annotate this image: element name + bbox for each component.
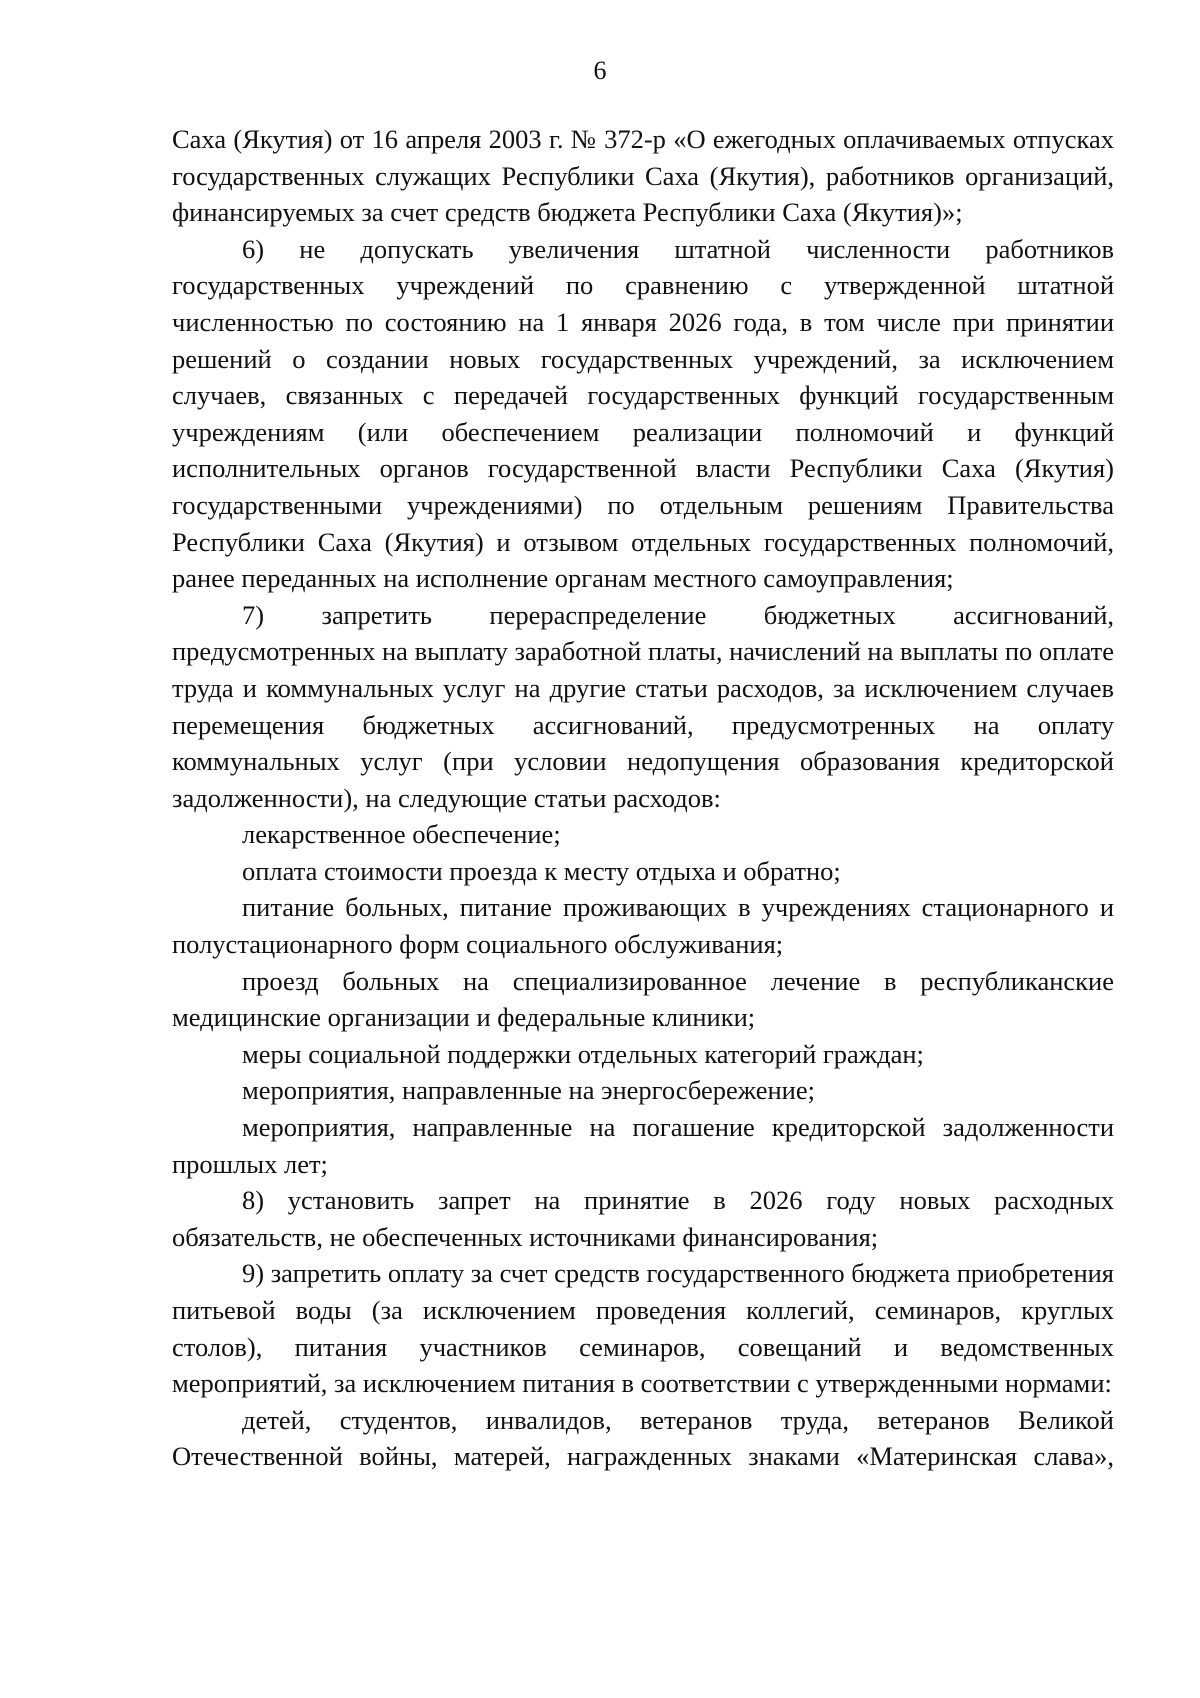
paragraph-list-item: питание больных, питание проживающих в учреждениях стационарного и полустационарного форм социального обслуживания; [172, 892, 1114, 960]
paragraph-list-item: оплата стоимости проезда к месту отдыха и обратно; [242, 855, 841, 886]
paragraph-list-item: проезд больных на специализированное лечение в республиканские медицинские организации и федеральные клиники; [172, 965, 1114, 1033]
paragraph-list-item: мероприятия, направленные на энергосбережение; [242, 1075, 815, 1106]
paragraph-list-item: детей, студентов, инвалидов, ветеранов труда, ветеранов Великой Отечественной войны, матерей, награжденных знаками «Материнская слава», [172, 1404, 1114, 1472]
paragraph-item-7: 7) запретить перераспределение бюджетных ассигнований, предусмотренных на выплату заработной платы, начислений на выплаты по оплате труда и коммунальных услуг на другие статьи расходов, за исключением случаев перемещения бюджетных ассигнований, предусмотренных на оплату коммунальных услуг (при условии недопущения образования кредиторской задолженности), на следующие статьи расходов: [172, 599, 1114, 813]
paragraph-item-6: 6) не допускать увеличения штатной численности работников государственных учреждений по сравнению с утвержденной штатной численностью по состоянию на 1 января 2026 года, в том числе при принятии решений о создании новых государственных учреждений, за исключением случаев, связанных с передачей государственных функций государственным учреждениям (или обеспечением реализации полномочий и функций исполнительных органов государственной власти Республики Саха (Якутия) государственными учреждениями) по отдельным решениям Правительства Республики Саха (Якутия) и отзывом отдельных государственных полномочий, ранее переданных на исполнение органам местного самоуправления; [172, 233, 1114, 594]
paragraph-continuation: Саха (Якутия) от 16 апреля 2003 г. № 372-р «О ежегодных оплачиваемых отпусках государственных служащих Республики Саха (Якутия), работников организаций, финансируемых за счет средств бюджета Республики Саха (Якутия)»; [172, 124, 1114, 228]
paragraph-item-8: 8) установить запрет на принятие в 2026 году новых расходных обязательств, не обеспеченных источниками финансирования; [172, 1185, 1114, 1252]
paragraph-list-item: лекарственное обеспечение; [242, 819, 561, 850]
paragraph-item-9: 9) запретить оплату за счет средств государственного бюджета приобретения питьевой воды (за исключением проведения коллегий, семинаров, круглых столов), питания участников семинаров, совещаний и ведомственных мероприятий, за исключением питания в соответствии с утвержденными нормами: [172, 1258, 1114, 1399]
paragraph-list-item: мероприятия, направленные на погашение кредиторской задолженности прошлых лет; [172, 1112, 1114, 1179]
paragraph-list-item: меры социальной поддержки отдельных категорий граждан; [242, 1038, 924, 1069]
page-number: 6 [593, 56, 607, 85]
document-body [172, 121, 1114, 1475]
